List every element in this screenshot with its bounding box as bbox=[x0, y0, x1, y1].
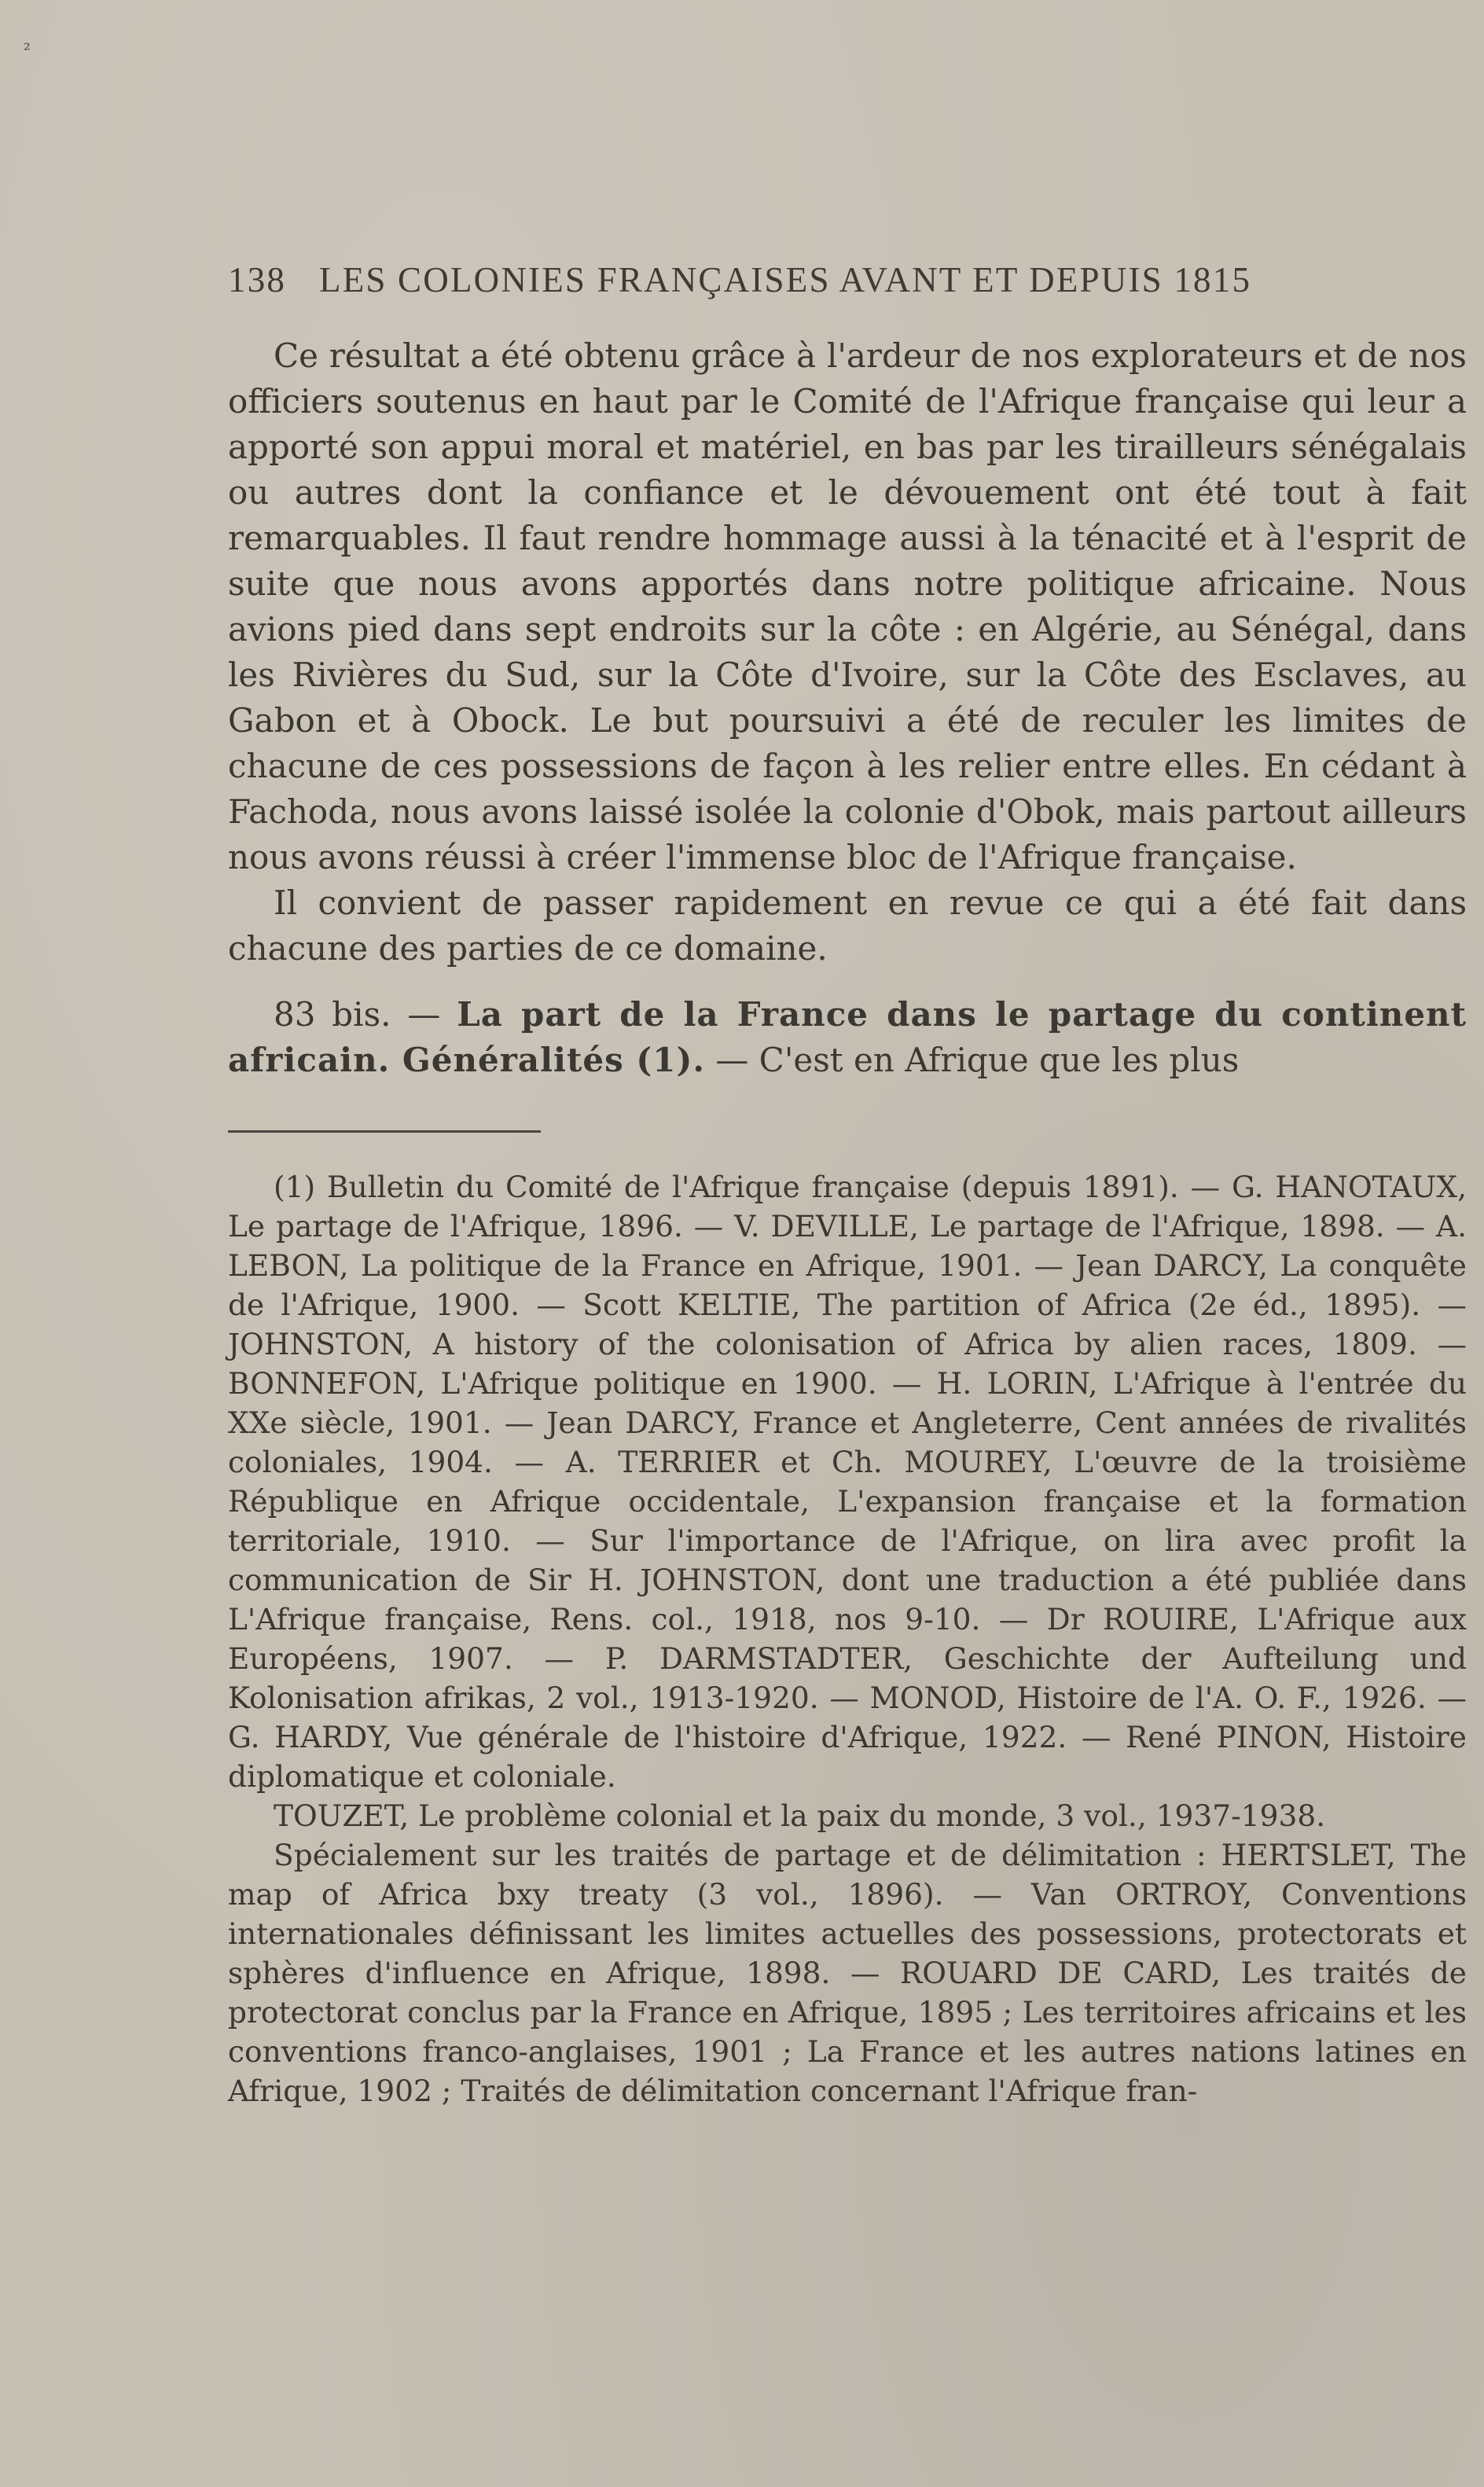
footnote-3: Spécialement sur les traités de partage et de délimitation : HERTSLET, The map of Africa bxy treaty (3 vol., 1896). — Van ORTROY, Conventions internationales définissant les limites actuelles des possessions, protectorats et sphères d'influence en Afrique, 1898. — ROUARD DE CARD, Les traités de protectorat conclus par la France en Afrique, 1895 ; Les territoires africains et les conventions franco-anglaises, 1901 ; La France et les autres nations latines en Afrique, 1902 ; Traités de délimitation concernant l'Afrique fran- bbox=[228, 1838, 1467, 2108]
section-text: — C'est en Afrique que les plus bbox=[715, 1041, 1240, 1079]
footnote-1: (1) Bulletin du Comité de l'Afrique française (depuis 1891). — G. HANOTAUX, Le partage de l'Afrique, 1896. — V. DEVILLE, Le partage de l'Afrique, 1898. — A. LEBON, La politique de la France en Afrique, 1901. — Jean DARCY, La conquête de l'Afrique, 1900. — Scott KELTIE, The partition of Africa (2e éd., 1895). — JOHNSTON, A history of the colonisation of Africa by alien races, 1809. — BONNEFON, L'Afrique politique en 1900. — H. LORIN, L'Afrique à l'entrée du XXe siècle, 1901. — Jean DARCY, France et Angleterre, Cent années de rivalités coloniales, 1904. — A. TERRIER et Ch. MOUREY, L'œuvre de la troisième République en Afrique occidentale, L'expansion française et la formation territoriale, 1910. — Sur l'importance de l'Afrique, on lira avec profit la communication de Sir H. JOHNSTON, dont une traduction a été publiée dans L'Afrique française, Rens. col., 1918, nos 9-10. — Dr ROUIRE, L'Afrique aux Européens, 1907. — P. DARMSTADTER, Geschichte der Aufteilung und Kolonisation afrikas, 2 vol., 1913-1920. — MONOD, Histoire de l'A. O. F., 1926. — G. HARDY, Vue générale de l'histoire d'Afrique, 1922. — René PINON, Histoire diplomatique et coloniale. bbox=[228, 1170, 1467, 1794]
book-page bbox=[228, 259, 1467, 2110]
paragraph-1: Ce résultat a été obtenu grâce à l'ardeur de nos explorateurs et de nos officiers soutenus en haut par le Comité de l'Afrique française qui leur a apporté son appui moral et matériel, en bas par les tirailleurs sénégalais ou autres dont la confiance et le dévouement ont été tout à fait remarquables. Il faut rendre hommage aussi à la ténacité et à l'esprit de suite que nous avons apportés dans notre politique africaine. Nous avions pied dans sept endroits sur la côte : en Algérie, au Sénégal, dans les Rivières du Sud, sur la Côte d'Ivoire, sur la Côte des Esclaves, au Gabon et à Obock. Le but poursuivi a été de reculer les limites de chacune de ces possessions de façon à les relier entre elles. En cédant à Fachoda, nous avons laissé isolée la colonie d'Obok, mais partout ailleurs nous avons réussi à créer l'immense bloc de l'Afrique française. bbox=[228, 336, 1467, 876]
paragraph-2: Il convient de passer rapidement en revue ce qui a été fait dans chacune des parties de ce domaine. bbox=[228, 883, 1467, 968]
page-number: 138 bbox=[228, 260, 287, 299]
footnote-2: TOUZET, Le problème colonial et la paix du monde, 3 vol., 1937-1938. bbox=[274, 1798, 1326, 1833]
running-header bbox=[228, 259, 1467, 314]
footnotes bbox=[228, 1167, 1467, 2110]
corner-mark: ² bbox=[24, 41, 31, 61]
footnote-divider bbox=[228, 1130, 541, 1133]
main-text bbox=[228, 333, 1467, 1083]
section-paragraph bbox=[228, 992, 1467, 1083]
running-title: LES COLONIES FRANÇAISES AVANT ET DEPUIS 1815 bbox=[319, 260, 1252, 299]
section-number: 83 bis. — bbox=[274, 995, 441, 1034]
section-title: La part de la France dans le partage du continent africain. Généralités (1). bbox=[228, 995, 1467, 1079]
